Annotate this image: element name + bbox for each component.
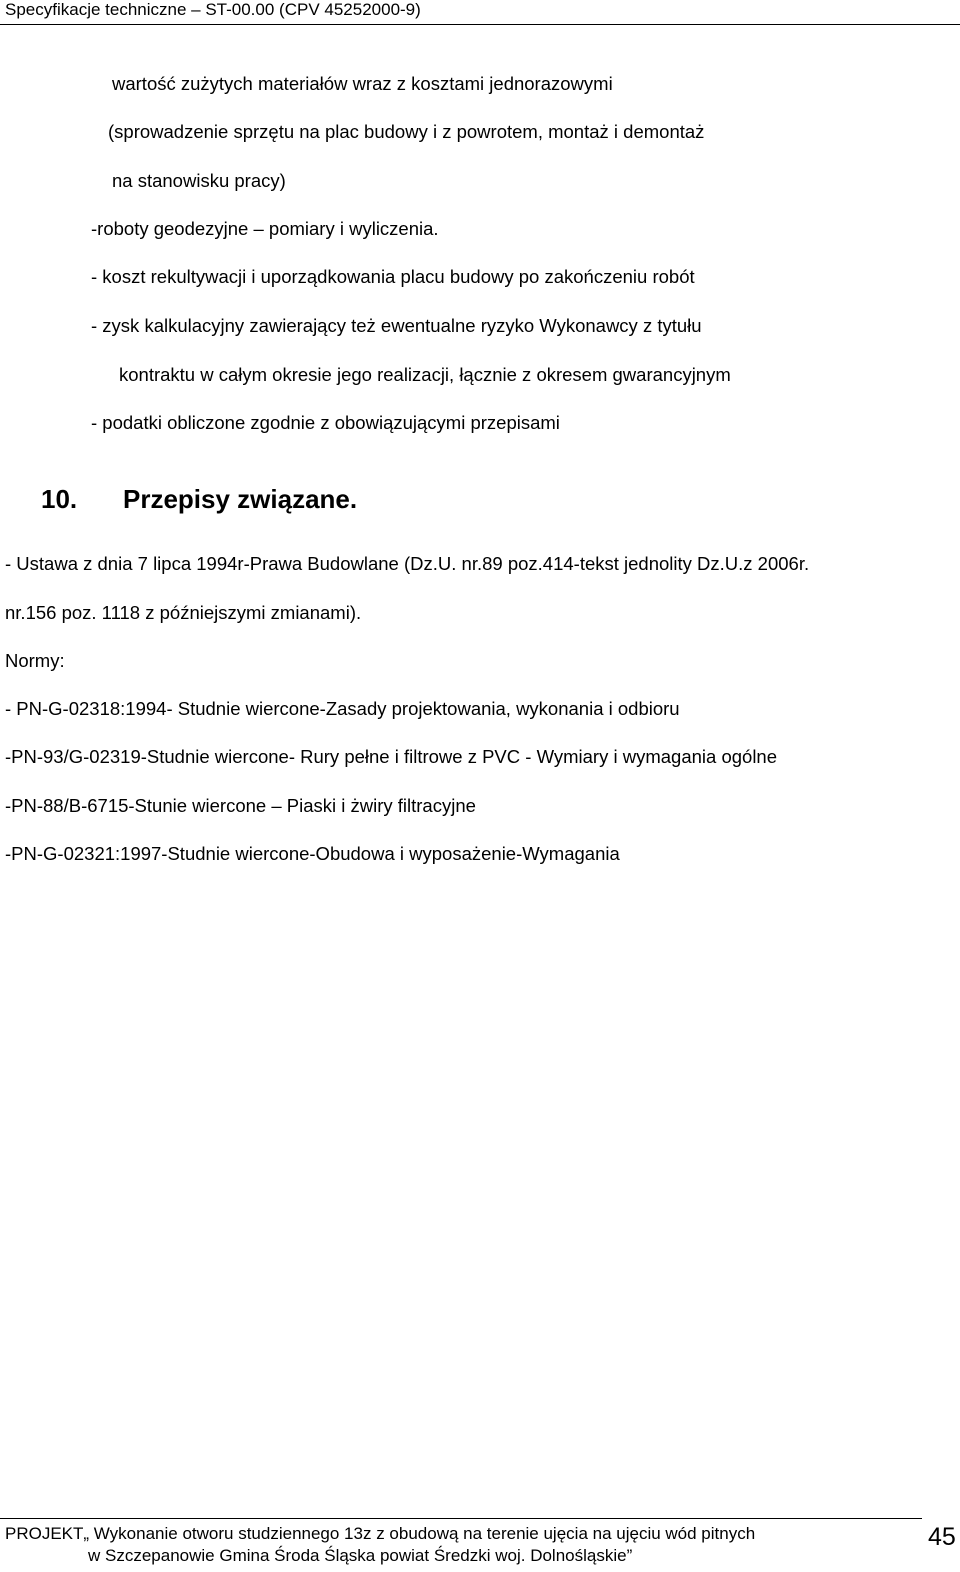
cost-item-geodesy: -roboty geodezyjne – pomiary i wyliczenia.	[91, 218, 439, 239]
footer-divider	[0, 1518, 922, 1519]
cost-item-taxes: - podatki obliczone zgodnie z obowiązującymi przepisami	[91, 412, 560, 433]
footer-location-line: w Szczepanowie Gmina Środa Śląska powiat Średzki woj. Dolnośląskie”	[88, 1546, 633, 1565]
header-divider	[0, 24, 960, 25]
section-title: Przepisy związane.	[123, 484, 358, 514]
section-number: 10.	[41, 484, 78, 514]
cost-item-reclamation: - koszt rekultywacji i uporządkowania placu budowy po zakończeniu robót	[91, 266, 695, 287]
law-reference: - Ustawa z dnia 7 lipca 1994r-Prawa Budowlane (Dz.U. nr.89 poz.414-tekst jednolity Dz.U.z 2006r.	[5, 553, 810, 574]
norm-item: -PN-G-02321:1997-Studnie wiercone-Obudowa i wyposażenie-Wymagania	[5, 843, 620, 864]
norms-label: Normy:	[5, 650, 65, 671]
page-header: Specyfikacje techniczne – ST-00.00 (CPV 45252000-9)	[5, 0, 421, 19]
norm-item: -PN-93/G-02319-Studnie wiercone- Rury pełne i filtrowe z PVC - Wymiary i wymagania ogólne	[5, 746, 778, 767]
law-reference-continued: nr.156 poz. 1118 z późniejszymi zmianami).	[5, 602, 362, 623]
footer-project-line: PROJEKT„ Wykonanie otworu studziennego 13z z obudową na terenie ujęcia na ujęciu wód pitnych	[5, 1524, 756, 1543]
norm-item: - PN-G-02318:1994- Studnie wiercone-Zasady projektowania, wykonania i odbioru	[5, 698, 680, 719]
cost-item-materials: wartość zużytych materiałów wraz z kosztami jednorazowymi	[112, 73, 613, 94]
cost-item-profit: - zysk kalkulacyjny zawierający też ewentualne ryzyko Wykonawcy z tytułu	[91, 315, 702, 336]
cost-item-workstation: na stanowisku pracy)	[112, 170, 286, 191]
cost-item-profit-continued: kontraktu w całym okresie jego realizacji, łącznie z okresem gwarancyjnym	[119, 364, 731, 385]
cost-item-equipment: (sprowadzenie sprzętu na plac budowy i z powrotem, montaż i demontaż	[108, 121, 705, 142]
page-number: 45	[928, 1523, 956, 1551]
norm-item: -PN-88/B-6715-Stunie wiercone – Piaski i żwiry filtracyjne	[5, 795, 476, 816]
